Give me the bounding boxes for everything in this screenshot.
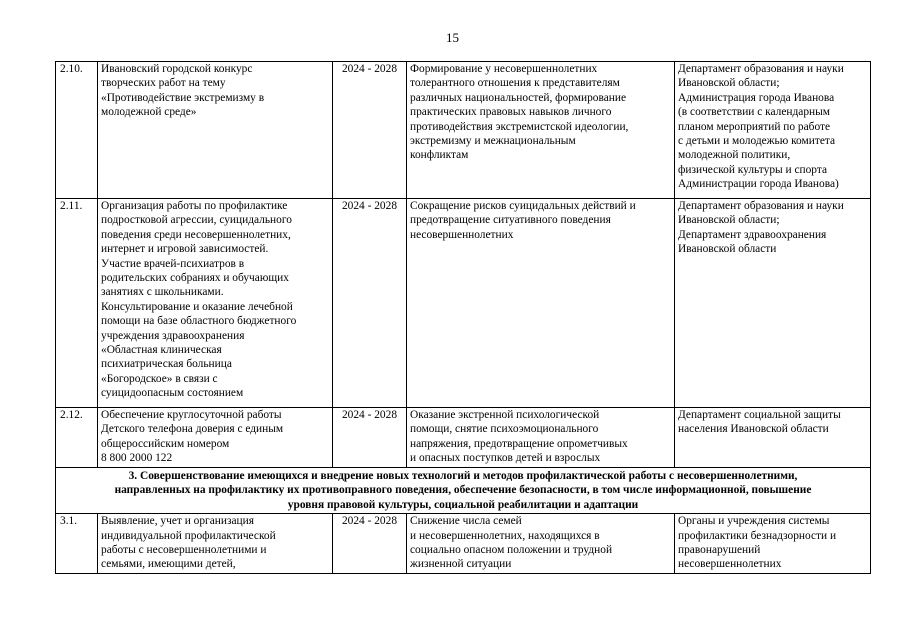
event-cell: Организация работы по профилактике подростковой агрессии, суицидального поведения среди несовершеннолетних, интернет и игровой зависимостей. Участие врачей-психиатров в родительских собраниях и обучающих занятиях с школьниками. Консультирование и оказание лечебной помощи на базе областного бюджетного учреждения здравоохранения «Областная клиническая психиатрическая больница «Богородское» в связи с суицидоопасным состоянием (98, 199, 333, 408)
period-cell: 2024 - 2028 (333, 199, 407, 408)
executor-cell: Департамент социальной защиты населения Ивановской области (675, 408, 871, 468)
event-cell: Выявление, учет и организация индивидуальной профилактической работы с несовершеннолетними и семьями, имеющими детей, (98, 514, 333, 574)
section-header-row (56, 468, 871, 514)
row-number: 2.12. (56, 408, 98, 468)
table-row (56, 62, 871, 199)
measures-table (55, 61, 871, 574)
result-cell: Оказание экстренной психологической помощи, снятие психоэмоционального напряжения, предотвращение опрометчивых и опасных поступков детей и взрослых (407, 408, 675, 468)
table-row (56, 408, 871, 468)
period-cell: 2024 - 2028 (333, 408, 407, 468)
executor-cell: Департамент образования и науки Ивановской области; Администрация города Иванова (в соответствии с календарным планом мероприятий по работе с детьми и молодежью комитета молодежной политики, физической культуры и спорта Администрации города Иванова) (675, 62, 871, 199)
event-cell: Обеспечение круглосуточной работы Детского телефона доверия с единым общероссийским номером 8 800 2000 122 (98, 408, 333, 468)
section-title: 3. Совершенствование имеющихся и внедрение новых технологий и методов профилактической работы с несовершеннолетними, направленных на профилактику их противоправного поведения, обеспечение безопасности, в том числе информационной, повышение уровня правовой культуры, социальной реабилитации и адаптации (56, 468, 871, 514)
event-cell: Ивановский городской конкурс творческих работ на тему «Противодействие экстремизму в молодежной среде» (98, 62, 333, 199)
row-number: 3.1. (56, 514, 98, 574)
table-row (56, 514, 871, 574)
row-number: 2.11. (56, 199, 98, 408)
period-cell: 2024 - 2028 (333, 514, 407, 574)
executor-cell: Органы и учреждения системы профилактики безнадзорности и правонарушений несовершеннолетних (675, 514, 871, 574)
page-number: 15 (446, 30, 459, 45)
table-row (56, 199, 871, 408)
result-cell: Снижение числа семей и несовершеннолетних, находящихся в социально опасном положении и трудной жизненной ситуации (407, 514, 675, 574)
period-cell: 2024 - 2028 (333, 62, 407, 199)
row-number: 2.10. (56, 62, 98, 199)
result-cell: Сокращение рисков суицидальных действий и предотвращение ситуативного поведения несовершеннолетних (407, 199, 675, 408)
result-cell: Формирование у несовершеннолетних толерантного отношения к представителям различных национальностей, формирование практических правовых навыков личного противодействия экстремистской идеологии, экстремизму и межнациональным конфликтам (407, 62, 675, 199)
executor-cell: Департамент образования и науки Ивановской области; Департамент здравоохранения Ивановской области (675, 199, 871, 408)
